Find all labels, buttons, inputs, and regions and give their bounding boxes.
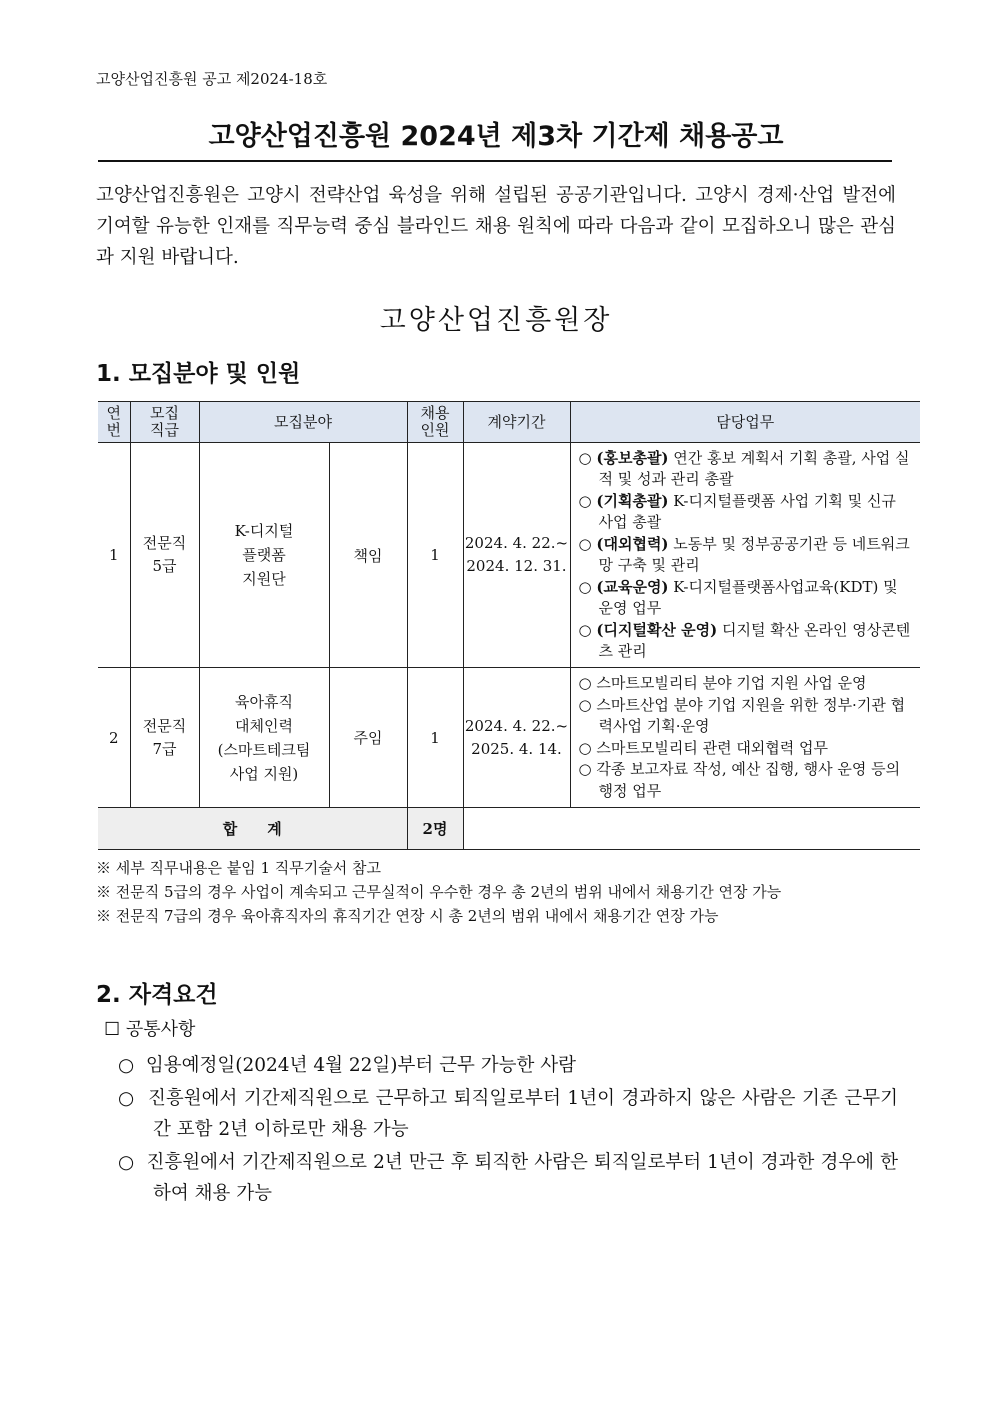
table-total-row bbox=[98, 808, 920, 850]
section-heading-recruitment: 1. 모집분야 및 인원 bbox=[96, 361, 301, 387]
note: ※ 전문직 5급의 경우 사업이 계속되고 근무실적이 우수한 경우 총 2년의 범위 내에서 채용기간 연장 가능 bbox=[96, 883, 782, 901]
header-no: 연 번 bbox=[98, 402, 130, 443]
total-count: 2명 bbox=[407, 808, 463, 850]
table-row bbox=[98, 443, 920, 668]
document-title: 고양산업진흥원 2024년 제3차 기간제 채용공고 bbox=[208, 121, 784, 152]
qualification-item: ○ 진흥원에서 기간제직원으로 근무하고 퇴직일로부터 1년이 경과하지 않은 사람은 기존 근무기간 포함 2년 이하로만 채용 가능 bbox=[118, 1088, 898, 1140]
row-count: 1 bbox=[407, 668, 463, 808]
row-no: 1 bbox=[98, 443, 130, 668]
row-field: 육아휴직 대체인력 (스마트테크팀 사업 지원) bbox=[199, 668, 329, 808]
row-duties bbox=[570, 443, 920, 668]
table-header-row bbox=[98, 402, 920, 443]
duty-item: ○ (기획총괄) K-디지털플랫폼 사업 기획 및 신규 사업 총괄 bbox=[578, 491, 896, 531]
note: ※ 전문직 7급의 경우 육아휴직자의 휴직기간 연장 시 총 2년의 범위 내에서 채용기간 연장 가능 bbox=[96, 907, 719, 925]
row-no: 2 bbox=[98, 668, 130, 808]
duty-item: ○ (대외협력) 노동부 및 정부공공기관 등 네트워크망 구축 및 관리 bbox=[578, 534, 910, 574]
qualification-list bbox=[118, 1050, 898, 1211]
row-count: 1 bbox=[407, 443, 463, 668]
row-position: 주임 bbox=[329, 668, 407, 808]
note: ※ 세부 직무내용은 붙임 1 직무기술서 참고 bbox=[96, 859, 381, 877]
recruitment-table bbox=[98, 401, 920, 850]
row-period: 2024. 4. 22.~ 2025. 4. 14. bbox=[463, 668, 570, 808]
title-underline bbox=[98, 160, 892, 162]
duty-item: ○ (홍보총괄) 연간 홍보 계획서 기획 총괄, 사업 실적 및 성과 관리 총괄 bbox=[578, 448, 910, 488]
notice-number: 고양산업진흥원 공고 제2024-18호 bbox=[96, 70, 328, 88]
duty-item: ○ (교육운영) K-디지털플랫폼사업교육(KDT) 및 운영 업무 bbox=[578, 577, 898, 617]
duty-item: ○ 각종 보고자료 작성, 예산 집행, 행사 운영 등의 행정 업무 bbox=[578, 760, 901, 800]
duty-item: ○ 스마트모빌리티 관련 대외협력 업무 bbox=[578, 738, 829, 757]
row-grade: 전문직 7급 bbox=[130, 668, 199, 808]
total-label: 합 계 bbox=[98, 808, 407, 850]
row-field: K-디지털 플랫폼 지원단 bbox=[199, 443, 329, 668]
duty-item: ○ 스마트산업 분야 기업 지원을 위한 정부·기관 협력사업 기획·운영 bbox=[578, 695, 906, 735]
header-period: 계약기간 bbox=[463, 402, 570, 443]
duty-item: ○ (디지털확산 운영) 디지털 확산 온라인 영상콘텐츠 관리 bbox=[578, 620, 911, 660]
header-grade: 모집 직급 bbox=[130, 402, 199, 443]
qualification-item: ○ 진흥원에서 기간제직원으로 2년 만근 후 퇴직한 사람은 퇴직일로부터 1년이 경과한 경우에 한하여 채용 가능 bbox=[118, 1152, 898, 1204]
table-notes bbox=[96, 856, 781, 928]
issuer-name: 고양산업진흥원장 bbox=[379, 305, 613, 336]
header-count: 채용 인원 bbox=[407, 402, 463, 443]
header-duties: 담당업무 bbox=[570, 402, 920, 443]
row-grade: 전문직 5급 bbox=[130, 443, 199, 668]
common-requirements-heading: ☐ 공통사항 bbox=[104, 1019, 196, 1040]
row-duties bbox=[570, 668, 920, 808]
total-empty bbox=[463, 808, 920, 850]
qualification-item: ○ 임용예정일(2024년 4월 22일)부터 근무 가능한 사람 bbox=[118, 1055, 576, 1076]
table-row bbox=[98, 668, 920, 808]
header-field: 모집분야 bbox=[199, 402, 407, 443]
intro-paragraph: 고양산업진흥원은 고양시 전략산업 육성을 위해 설립된 공공기관입니다. 고양시 경제·산업 발전에 기여할 유능한 인재를 직무능력 중심 블라인드 채용 원칙에 따라 다음과 같이 모집하오니 많은 관심과 지원 바랍니다. bbox=[96, 185, 896, 268]
row-position: 책임 bbox=[329, 443, 407, 668]
section-heading-qualifications: 2. 자격요건 bbox=[96, 982, 218, 1008]
duty-item: ○ 스마트모빌리티 분야 기업 지원 사업 운영 bbox=[578, 674, 867, 692]
row-period: 2024. 4. 22.~ 2024. 12. 31. bbox=[463, 443, 570, 668]
